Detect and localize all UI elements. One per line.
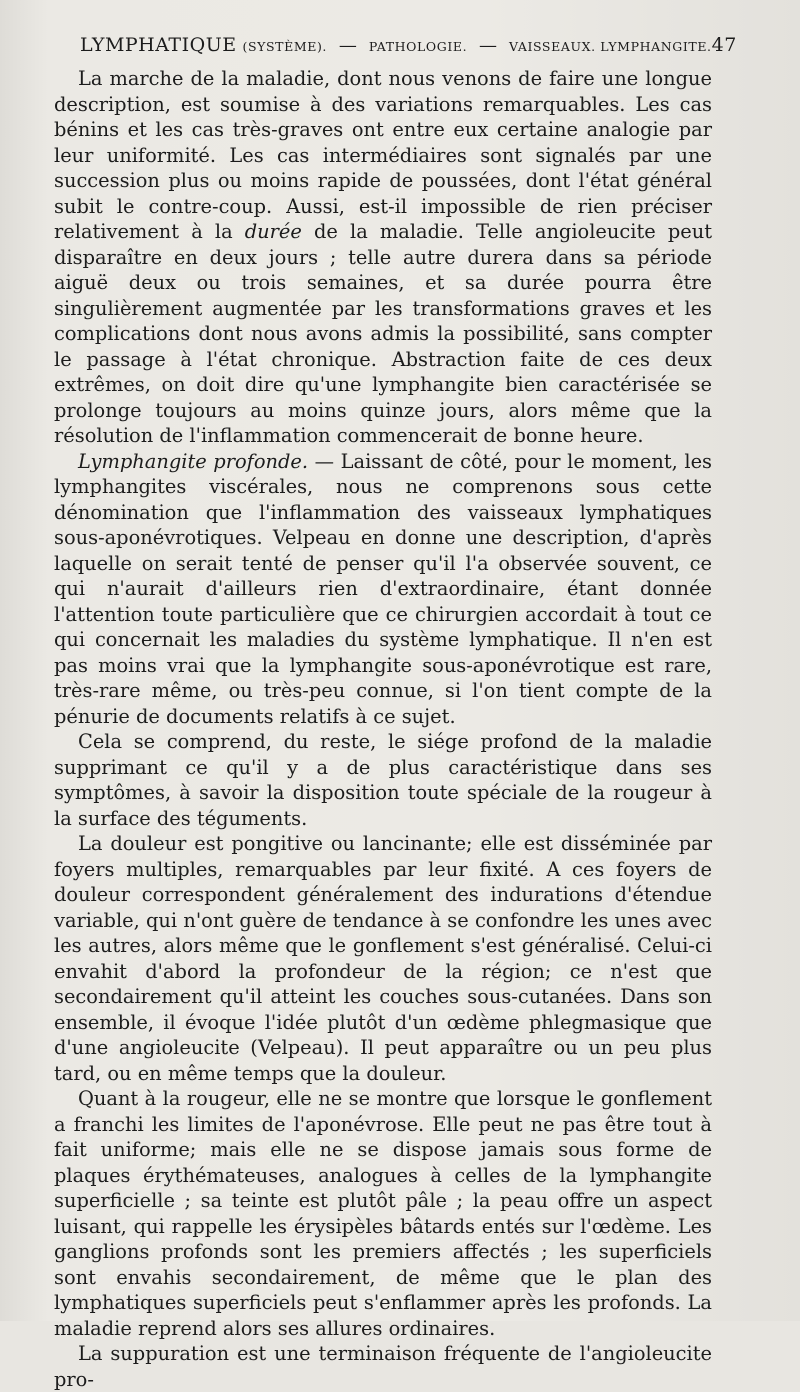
paragraph-course-of-disease: [54, 66, 712, 449]
header-dash: —: [479, 35, 498, 56]
paragraph-deep-lymphangitis: [54, 449, 712, 730]
page-body: [54, 66, 712, 1392]
running-header: [80, 34, 737, 62]
header-subsection: VAISSEAUX. LYMPHANGITE.: [509, 39, 712, 54]
paragraph-seat-of-disease: Cela se comprend, du reste, le siége profond de la maladie supprimant ce qu'il y a de plus caractéristique dans ses symptômes, à savoir la disposition toute spéciale de la rougeur à la surface des téguments.: [54, 730, 712, 830]
paragraph-text: — Laissant de côté, pour le moment, les lymphangites viscérales, nous ne comprenons sous cette dénomination que l'inflammation des vaisseaux lymphatiques sous-aponévrotiques. Velpeau en donne une description, d'après laquelle on serait tenté de penser qu'il l'a observée souvent, ce qui n'aurait d'ailleurs rien d'extraordinaire, étant donnée l'attention toute particulière que ce chirurgien accordait à tout ce qui concernait les maladies du système lymphatique. Il n'en est pas moins vrai que la lymphangite sous-aponévrotique est rare, très-rare même, ou très-peu connue, si l'on tient compte de la pénurie de documents relatifs à ce sujet.: [54, 449, 713, 728]
paragraph-pain: La douleur est pongitive ou lancinante; elle est disséminée par foyers multiples, remarquables par leur fixité. A ces foyers de douleur correspondent généralement des indurations d'étendue variable, qui n'ont guère de tendance à se confondre les unes avec les autres, alors même que le gonflement s'est généralisé. Celui-ci envahit d'abord la profondeur de la région; ce n'est que secondairement qu'il atteint les couches sous-cutanées. Dans son ensemble, il évoque l'idée plutôt d'un œdème phlegmasique que d'une angioleucite (Velpeau). Il peut apparaître ou un peu plus tard, ou en même temps que la douleur.: [54, 832, 712, 1085]
header-dash: —: [338, 35, 358, 56]
header-subtitle: (SYSTÈME).: [242, 39, 327, 54]
italic-term-duree: durée: [244, 220, 302, 243]
section-lead-deep-lymphangitis: Lymphangite profonde.: [78, 449, 309, 473]
paragraph-redness: Quant à la rougeur, elle ne se montre que lorsque le gonflement a franchi les limites de l'aponévrose. Elle peut ne pas être tout à fait uniforme; mais elle ne se dispose jamais sous forme de plaques érythémateuses, analogues à celles de la lymphangite superficielle ; sa teinte est plutôt pâle ; la peau offre un aspect luisant, qui rappelle les érysipèles bâtards entés sur l'œdème. Les ganglions profonds sont les premiers affectés ; les superficiels sont envahis secondairement, de même que le plan des lymphatiques superficiels peut s'enflammer après les profonds. La maladie reprend alors ses allures ordinaires.: [54, 1087, 712, 1340]
running-header-text: [80, 34, 712, 56]
header-title: LYMPHATIQUE: [80, 34, 237, 56]
paragraph-suppuration: La suppuration est une terminaison fréquente de l'angioleucite pro-: [54, 1342, 712, 1391]
paragraph-text: de la maladie. Telle angioleucite peut disparaître en deux jours ; telle autre durera dans sa période aiguë deux ou trois semaines, et sa durée pourra être singulièrement augmentée par les transformations graves et les complications dont nous avons admis la possibilité, sans compter le passage à l'état chronique. Abstraction faite de ces deux extrêmes, on doit dire qu'une lymphangite bien caractérisée se prolonge toujours au moins quinze jours, alors même que la résolution de l'inflammation commencerait de bonne heure.: [54, 220, 712, 447]
page-number: 47: [711, 34, 737, 56]
header-section: PATHOLOGIE.: [368, 39, 468, 54]
paragraph-text: La marche de la maladie, dont nous venons de faire une longue description, est soumise à des variations remarquables. Les cas bénins et les cas très-graves ont entre eux certaine analogie par leur uniformité. Les cas intermédiaires sont signalés par une succession plus ou moins rapide de poussées, dont l'état général subit le contre-coup. Aussi, est-il impossible de rien préciser relativement à la: [54, 67, 712, 243]
